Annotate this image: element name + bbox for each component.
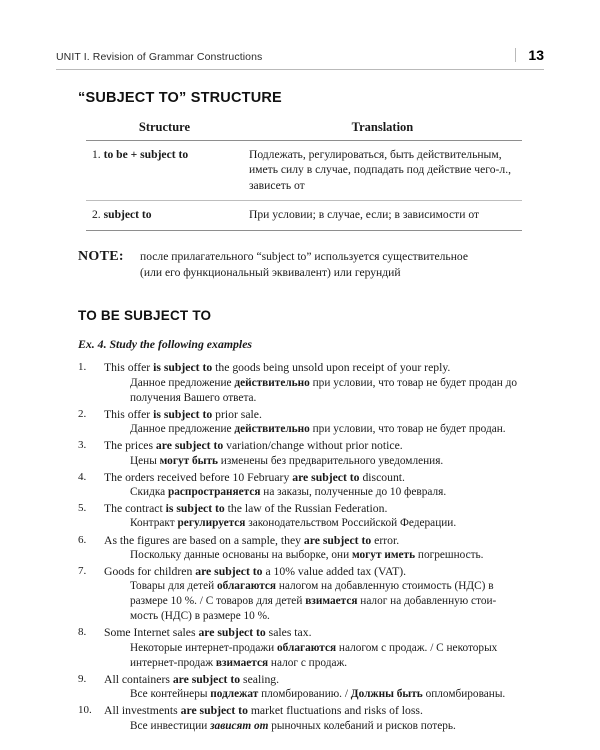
list-item-marker: 5.: [78, 502, 87, 515]
row-number: 1.: [92, 148, 101, 161]
list-item-marker: 2.: [78, 407, 87, 420]
list-item-marker: 9.: [78, 672, 87, 685]
list-item: [78, 438, 522, 468]
cell-structure: [86, 201, 243, 230]
note-label: NOTE:: [78, 248, 124, 264]
example-sentence-en: The orders received before 10 February are subject to discount.: [104, 470, 405, 484]
vertical-rule-divider: [515, 48, 516, 62]
example-sentence-en: This offer is subject to prior sale.: [104, 407, 262, 421]
running-head: [56, 46, 544, 70]
note-line-2: (или его функциональный эквивалент) или герундий: [140, 266, 401, 280]
example-translation-ru: Поскольку данные основаны на выборке, они могут иметь погрешность.: [130, 548, 484, 561]
list-item-marker: 4.: [78, 470, 87, 483]
example-list: [78, 360, 522, 734]
list-item: [78, 564, 522, 624]
list-item-marker: 8.: [78, 626, 87, 639]
table-header-row: [86, 118, 522, 141]
note-block: [78, 249, 522, 283]
list-item: [78, 470, 522, 500]
example-translation-ru: Все контейнеры подлежат пломбированию. / Должны быть опломбированы.: [130, 688, 506, 701]
list-item: [78, 533, 522, 563]
structure-translation-table: [86, 118, 522, 231]
page-number: 13: [528, 47, 544, 63]
running-head-right: [515, 46, 544, 63]
structure-term: to be + subject to: [103, 148, 189, 161]
section-heading-to-be-subject-to: TO BE SUBJECT TO: [78, 308, 212, 324]
structure-term: subject to: [103, 208, 152, 222]
example-sentence-en: All investments are subject to market fluctuations and risks of loss.: [104, 704, 423, 718]
note-line-1: после прилагательного “subject to” используется существительное: [140, 249, 468, 263]
example-translation-ru: Скидка распространяется на заказы, полученные до 10 февраля.: [130, 486, 447, 499]
example-sentence-en: As the figures are based on a sample, they are subject to error.: [104, 533, 400, 547]
list-item: [78, 407, 522, 437]
section-heading-subject-to-structure: “SUBJECT TO” STRUCTURE: [78, 90, 282, 106]
list-item-marker: 3.: [78, 439, 87, 452]
example-sentence-en: All containers are subject to sealing.: [104, 672, 280, 686]
list-item: [78, 703, 522, 733]
example-translation-ru: Все инвестиции зависят от рыночных колебаний и рисков потерь.: [130, 719, 456, 732]
list-item: [78, 501, 522, 531]
example-sentence-en: The prices are subject to variation/change without prior notice.: [104, 439, 403, 453]
example-sentence-en: Goods for children are subject to a 10% value added tax (VAT).: [104, 564, 407, 578]
example-sentence-en: The contract is subject to the law of the Russian Federation.: [104, 502, 388, 516]
table-row: [86, 141, 522, 201]
exercise-title: Ex. 4. Study the following examples: [78, 337, 253, 352]
row-number: 2.: [92, 208, 101, 222]
example-translation-ru: Контракт регулируется законодательством Российской Федерации.: [130, 517, 457, 530]
list-item: [78, 360, 522, 405]
list-item: [78, 672, 522, 702]
example-translation-ru: Цены могут быть изменены без предварительного уведомления.: [130, 454, 444, 467]
cell-structure: [86, 141, 243, 201]
list-item-marker: 1.: [78, 361, 87, 374]
cell-translation: Подлежать, регулироваться, быть действительным, иметь силу в случае, подпадать под действие чего-л., зависеть от: [243, 141, 522, 201]
column-header-translation: Translation: [243, 118, 522, 141]
list-item: [78, 625, 522, 670]
example-translation-ru: Данное предложение действительно при условии, что товар не будет продан.: [130, 423, 506, 436]
running-head-title: UNIT I. Revision of Grammar Constructions: [56, 51, 263, 63]
example-translation-ru: Товары для детей облагаются налогом на добавленную стоимость (НДС) в размере 10 %. / С товаров для детей взимается налог на добавленную стои-мость (НДС) в размере 10 %.: [130, 580, 497, 623]
list-item-marker: 10.: [78, 704, 92, 717]
example-translation-ru: Данное предложение действительно при условии, что товар не будет продан до получения Вашего ответа.: [130, 376, 517, 404]
cell-translation: При условии; в случае, если; в зависимости от: [243, 201, 522, 230]
example-sentence-en: This offer is subject to the goods being unsold upon receipt of your reply.: [104, 361, 451, 375]
list-item-marker: 7.: [78, 564, 87, 577]
table-row: [86, 201, 522, 230]
note-text: [140, 249, 468, 283]
list-item-marker: 6.: [78, 533, 87, 546]
example-translation-ru: Некоторые интернет-продажи облагаются налогом с продаж. / С некоторых интернет-продаж взимается налог с продаж.: [130, 641, 498, 669]
example-sentence-en: Some Internet sales are subject to sales tax.: [104, 626, 312, 640]
column-header-structure: Structure: [86, 118, 243, 141]
